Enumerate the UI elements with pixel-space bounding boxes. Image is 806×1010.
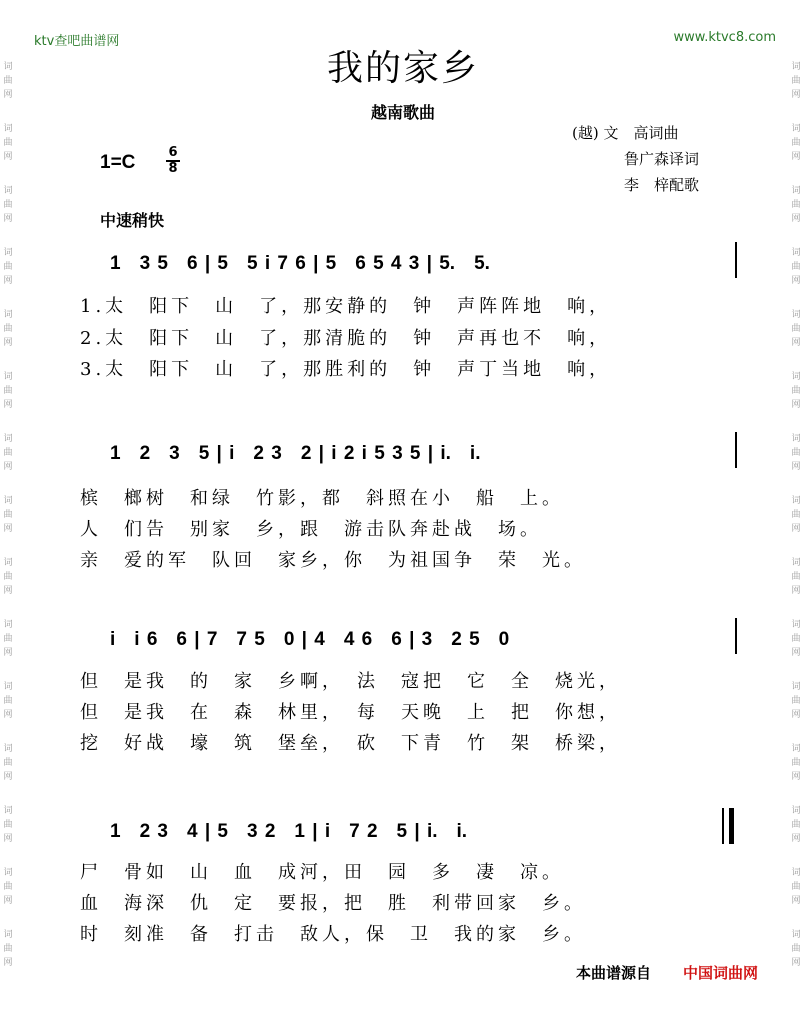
watermark-text: 词 曲 网: [791, 186, 801, 224]
lyric-line: 1.太 阳下 山 了，那安静的 钟 声阵阵地 响，: [80, 296, 612, 317]
watermark-text: 词 曲 网: [791, 620, 801, 658]
watermark-text: 词 曲 网: [3, 620, 13, 658]
time-signature: [166, 147, 180, 175]
watermark-text: 词 曲 网: [3, 434, 13, 472]
footer-site: 中国词曲网: [683, 964, 759, 982]
watermark-text: 词 曲 网: [3, 682, 13, 720]
bar-line: [735, 432, 737, 468]
credit-line: 鲁广森译词: [624, 150, 700, 168]
watermark-text: 词 曲 网: [3, 372, 13, 410]
watermark-text: 词 曲 网: [791, 558, 801, 596]
watermark-text: 词 曲 网: [791, 496, 801, 534]
lyric-line: 人 们告 别家 乡，跟 游击队奔赴战 场。: [80, 519, 542, 540]
notation-line: 1 2 3 4 | 5 3 2 1 | i 7 2 5 | i. i.: [110, 821, 468, 842]
watermark-text: 词 曲 网: [3, 186, 13, 224]
watermark-text: 词 曲 网: [3, 806, 13, 844]
tempo-marking: 中速稍快: [100, 211, 165, 230]
final-bar-thin: [722, 808, 724, 844]
watermark-text: 词 曲 网: [791, 372, 801, 410]
watermark-text: 词 曲 网: [791, 124, 801, 162]
time-signature-bottom: 8: [168, 161, 178, 176]
page-title: 我的家乡: [326, 48, 479, 89]
watermark-text: 词 曲 网: [791, 248, 801, 286]
lyric-line: 但 是我 在 森 林里， 每 天晚 上 把 你想，: [80, 702, 621, 723]
lyric-line: 2.太 阳下 山 了，那清脆的 钟 声再也不 响，: [80, 328, 612, 349]
watermark-text: 词 曲 网: [3, 496, 13, 534]
notation-line: i i 6 6 | 7 7 5 0 | 4 4 6 6 | 3 2 5 0: [110, 629, 510, 650]
watermark-text: 词 曲 网: [791, 310, 801, 348]
notation-line: 1 3 5 6 | 5 5 i 7 6 | 5 6 5 4 3 | 5. 5.: [110, 253, 490, 274]
credit-line: 李 梓配歌: [624, 176, 700, 194]
watermark-text: 词 曲 网: [3, 744, 13, 782]
watermark-text: 词 曲 网: [791, 434, 801, 472]
credits: [572, 120, 699, 198]
watermark-text: 词 曲 网: [3, 868, 13, 906]
lyric-line: 血 海深 仇 定 要报，把 胜 利带回家 乡。: [80, 893, 586, 914]
watermark-text: 词 曲 网: [791, 62, 801, 100]
lyric-line: 但 是我 的 家 乡啊， 法 寇把 它 全 烧光，: [80, 671, 621, 692]
site-label-right: www.ktvc8.com: [673, 30, 776, 45]
watermark-text: 词 曲 网: [3, 124, 13, 162]
watermark-text: 词 曲 网: [791, 930, 801, 968]
lyric-line: 槟 榔树 和绿 竹影，都 斜照在小 船 上。: [80, 488, 564, 509]
key-signature: 1=C: [100, 152, 136, 173]
watermark-text: 词 曲 网: [3, 248, 13, 286]
lyric-line: 时 刻准 备 打击 敌人，保 卫 我的家 乡。: [80, 924, 586, 945]
watermark-text: 词 曲 网: [3, 558, 13, 596]
lyric-line: 3.太 阳下 山 了，那胜利的 钟 声丁当地 响，: [80, 359, 612, 380]
bar-line: [735, 242, 737, 278]
lyric-line: 亲 爱的军 队回 家乡，你 为祖国争 荣 光。: [80, 550, 586, 571]
page-subtitle: 越南歌曲: [370, 103, 435, 122]
watermark-text: 词 曲 网: [3, 930, 13, 968]
credit-line: (越) 文 高词曲: [572, 124, 679, 142]
time-signature-top: 6: [168, 145, 178, 160]
watermark-text: 词 曲 网: [3, 310, 13, 348]
footer-source: 本曲谱源自: [576, 964, 652, 982]
watermark-text: 词 曲 网: [791, 744, 801, 782]
watermark-text: 词 曲 网: [3, 62, 13, 100]
watermark-text: 词 曲 网: [791, 806, 801, 844]
watermark-text: 词 曲 网: [791, 682, 801, 720]
watermark-text: 词 曲 网: [791, 868, 801, 906]
bar-line: [735, 618, 737, 654]
final-bar-thick: [729, 808, 734, 844]
lyric-line: 尸 骨如 山 血 成河，田 园 多 凄 凉。: [80, 862, 564, 883]
lyric-line: 挖 好战 壕 筑 堡垒， 砍 下青 竹 架 桥梁，: [80, 733, 621, 754]
site-label-left: ktv查吧曲谱网: [34, 34, 120, 49]
notation-line: 1 2 3 5 | i 2 3 2 | i 2 i 5 3 5 | i. i.: [110, 443, 481, 464]
